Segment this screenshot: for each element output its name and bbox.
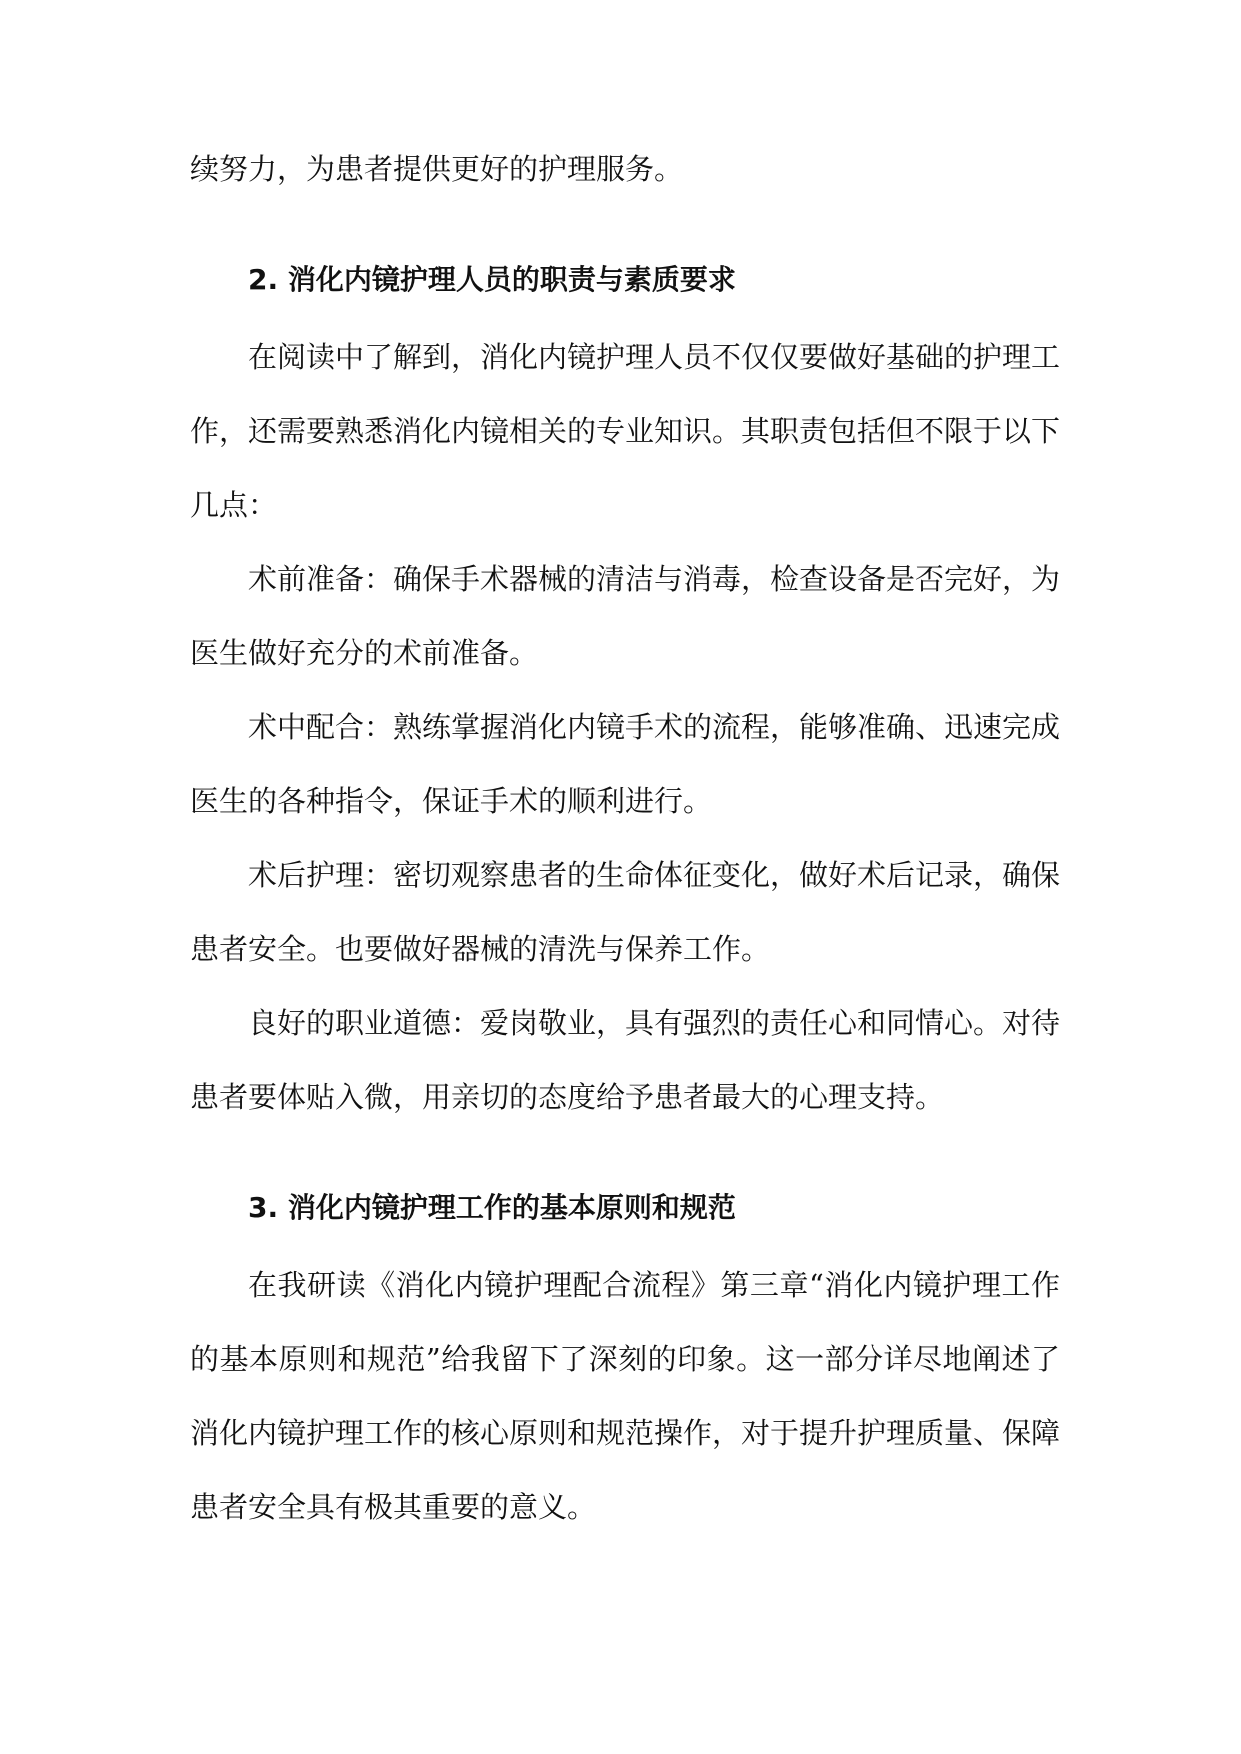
- paragraph-line: 作，还需要熟悉消化内镜相关的专业知识。其职责包括但不限于以下: [190, 414, 1061, 448]
- paragraph-line: 患者要体贴入微，用亲切的态度给予患者最大的心理支持。: [190, 1080, 945, 1114]
- paragraph-line: 续努力，为患者提供更好的护理服务。: [190, 152, 684, 186]
- paragraph-line: 医生做好充分的术前准备。: [190, 636, 539, 670]
- paragraph-line: 患者安全。也要做好器械的清洗与保养工作。: [190, 932, 771, 966]
- section-heading-3: 3. 消化内镜护理工作的基本原则和规范: [248, 1191, 736, 1224]
- list-item-post-op: 术后护理：密切观察患者的生命体征变化，做好术后记录，确保: [248, 858, 1061, 892]
- list-item-intra-op: 术中配合：熟练掌握消化内镜手术的流程，能够准确、迅速完成: [248, 710, 1061, 744]
- paragraph-line: 患者安全具有极其重要的意义。: [190, 1490, 597, 1524]
- paragraph-line: 的基本原则和规范”给我留下了深刻的印象。这一部分详尽地阐述了: [190, 1342, 1060, 1376]
- list-item-ethics: 良好的职业道德：爱岗敬业，具有强烈的责任心和同情心。对待: [248, 1006, 1061, 1040]
- paragraph-line: 几点：: [190, 488, 278, 522]
- paragraph-line: 医生的各种指令，保证手术的顺利进行。: [190, 784, 713, 818]
- paragraph-line: 在阅读中了解到，消化内镜护理人员不仅仅要做好基础的护理工: [248, 340, 1061, 374]
- list-item-pre-op: 术前准备：确保手术器械的清洁与消毒，检查设备是否完好，为: [248, 562, 1061, 596]
- section-heading-2: 2. 消化内镜护理人员的职责与素质要求: [248, 263, 736, 296]
- paragraph-line: 在我研读《消化内镜护理配合流程》第三章“消化内镜护理工作: [248, 1268, 1060, 1302]
- paragraph-line: 消化内镜护理工作的核心原则和规范操作，对于提升护理质量、保障: [190, 1416, 1061, 1450]
